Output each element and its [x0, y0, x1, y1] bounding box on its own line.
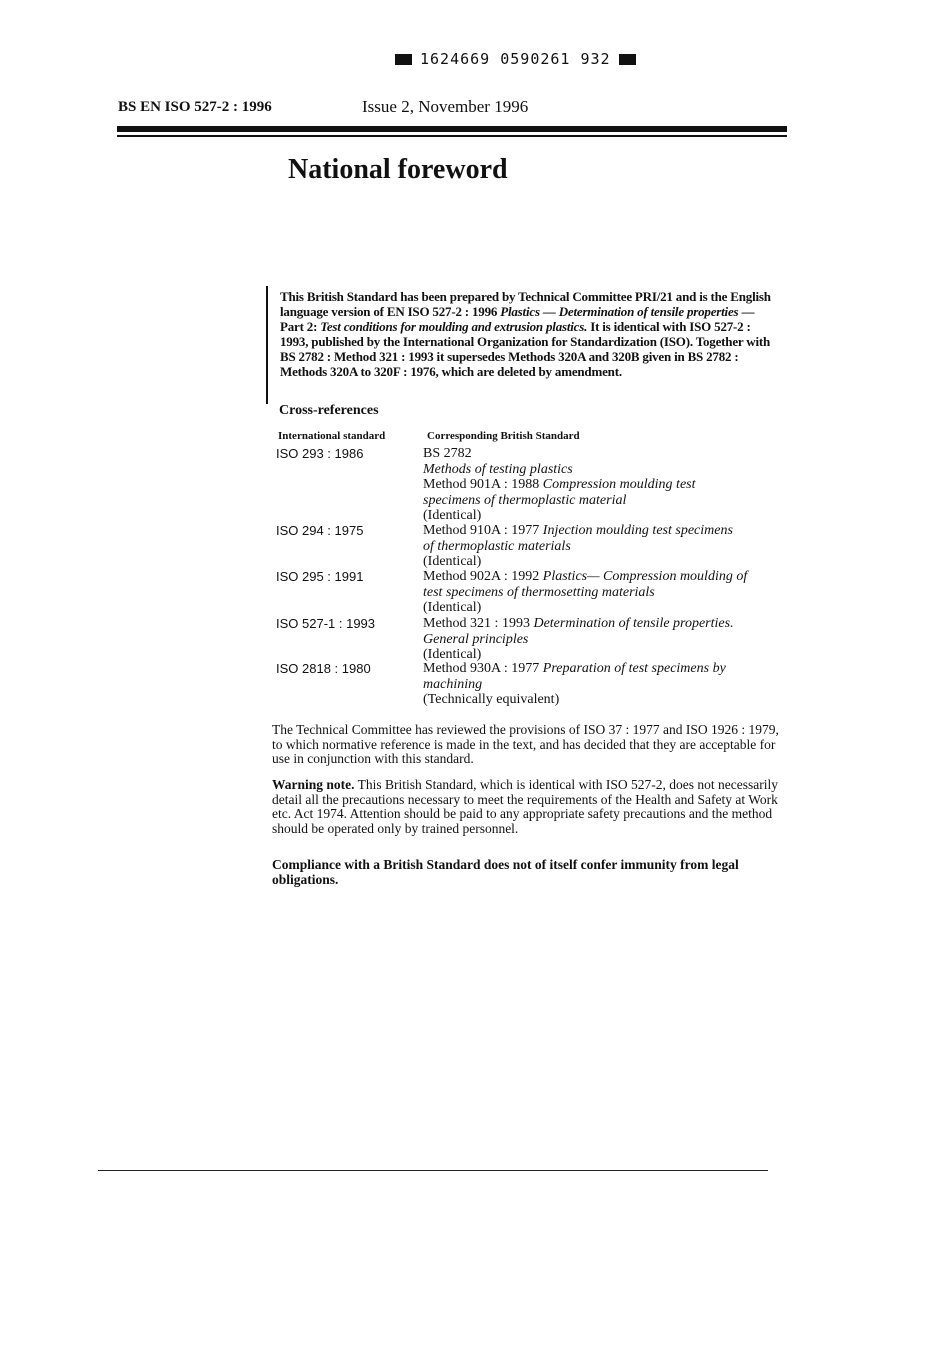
xref-line: Method 930A : 1977 Preparation of test specimens by: [423, 661, 726, 676]
column-header-international: International standard: [278, 430, 386, 442]
review-paragraph: The Technical Committee has reviewed the provisions of ISO 37 : 1977 and ISO 1926 : 1979, to which normative reference is made in the text, and has decided that they are acceptable for use in conjunction with this standard.: [272, 722, 779, 766]
xref-line: specimens of thermoplastic material: [423, 492, 627, 508]
intro-paragraph: [280, 289, 780, 379]
xref-bs: [423, 661, 795, 708]
intro-text-3: — Part 2:: [280, 304, 755, 334]
xref-line: Method 901A : 1988 Compression moulding test: [423, 477, 696, 492]
xref-line: machining: [423, 676, 483, 692]
barcode-strip: [395, 50, 636, 68]
intro-text-1: This British Standard has been prepared by Technical Committee PRI/21 and is the English language version of EN ISO 527-2 : 1996: [280, 289, 771, 319]
xref-iso: ISO 2818 : 1980: [276, 661, 371, 676]
xref-bs: [423, 446, 795, 524]
xref-iso: ISO 293 : 1986: [276, 446, 364, 461]
cross-references-heading: Cross-references: [279, 403, 379, 418]
xref-line: General principles: [423, 631, 529, 647]
warning-label: Warning note.: [272, 777, 355, 792]
header-rule-thin: [117, 135, 787, 137]
page-title: National foreword: [288, 154, 508, 185]
compliance-statement: Compliance with a British Standard does not of itself confer immunity from legal obligations.: [272, 857, 739, 887]
standard-code: BS EN ISO 527-2 : 1996: [118, 99, 272, 115]
intro-part-italic: Test conditions for moulding and extrusion plastics.: [320, 319, 588, 334]
barcode-block-right: [619, 54, 636, 65]
intro-title-italic: Plastics — Determination of tensile properties: [500, 304, 739, 319]
xref-iso: ISO 527-1 : 1993: [276, 616, 376, 631]
xref-bs: [423, 523, 795, 570]
issue-date: Issue 2, November 1996: [362, 97, 529, 116]
xref-line: Method 902A : 1992 Plastics— Compression moulding of: [423, 569, 748, 584]
xref-line: (Identical): [423, 554, 482, 569]
xref-line: (Identical): [423, 508, 482, 523]
footer-rule: [98, 1170, 768, 1171]
xref-line: (Technically equivalent): [423, 692, 560, 707]
xref-line: BS 2782: [423, 446, 472, 461]
xref-line: Methods of testing plastics: [423, 461, 573, 477]
warning-paragraph: [272, 778, 782, 836]
column-header-british: Corresponding British Standard: [427, 430, 580, 442]
warning-text: This British Standard, which is identical with ISO 527-2, does not necessarily detail all the precautions necessary to meet the requirements of the Health and Safety at Work etc. Act 1974. Attention should be paid to any appropriate safety precautions and the method should be operated only by trained personnel.: [272, 777, 778, 836]
xref-line: of thermoplastic materials: [423, 538, 571, 554]
barcode-number: 1624669 0590261 932: [420, 50, 611, 68]
header-rule-thick: [117, 126, 787, 132]
xref-line: Method 910A : 1977 Injection moulding test specimens: [423, 523, 733, 538]
xref-iso: ISO 294 : 1975: [276, 523, 364, 538]
xref-line: Method 321 : 1993 Determination of tensile properties.: [423, 616, 734, 631]
xref-line: (Identical): [423, 647, 482, 662]
barcode-block-left: [395, 54, 412, 65]
xref-bs: [423, 616, 795, 663]
intro-text-5: It is identical with ISO 527-2 : 1993, published by the International Organization for Standardization (ISO). Together with BS 2782 : Method 321 : 1993 it supersedes Methods 320A and 320B given in BS 2782 : Methods 320A to 320F : 1976, which are deleted by amendment.: [280, 319, 771, 379]
amendment-sidebar: [266, 286, 268, 404]
xref-line: test specimens of thermosetting materials: [423, 584, 655, 600]
xref-line: (Identical): [423, 600, 482, 615]
xref-bs: [423, 569, 795, 616]
xref-iso: ISO 295 : 1991: [276, 569, 364, 584]
